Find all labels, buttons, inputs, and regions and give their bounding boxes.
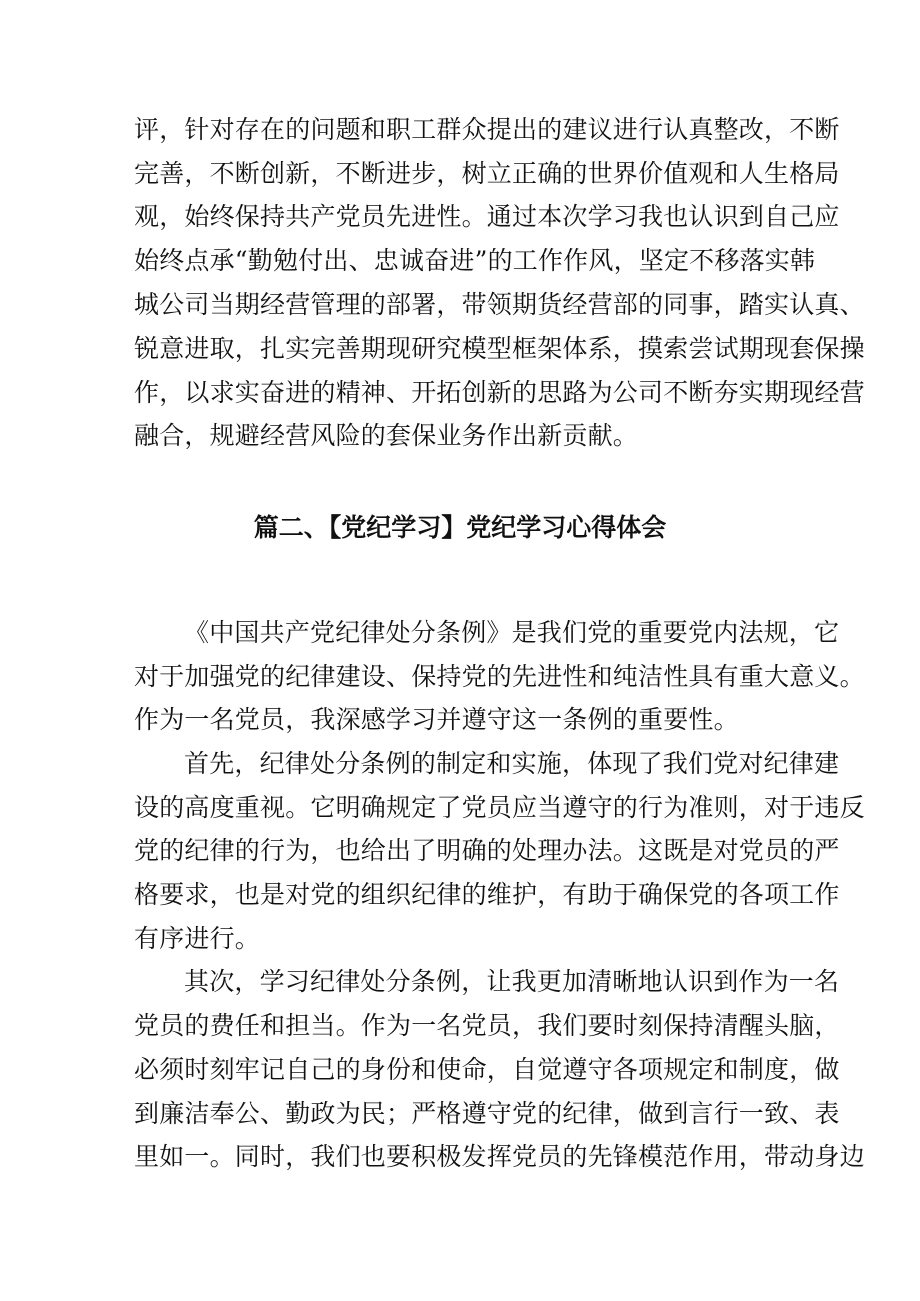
text-line: 党的纪律的行为，也给出了明确的处理办法。这既是对党员的严 [134, 836, 840, 865]
text-line: 《中国共产党纪律处分条例》是我们党的重要党内法规，它 [184, 618, 840, 647]
text-line: 有序进行。 [134, 924, 261, 953]
text-line: 设的高度重视。它明确规定了党员应当遵守的行为准则，对于违反 [134, 793, 865, 822]
text-line: 党员的费任和担当。作为一名党员，我们要时刻保持清醒头脑， [134, 1011, 840, 1040]
section-title: 篇二、【党纪学习】党纪学习心得体会 [253, 513, 667, 542]
text-line: 对于加强党的纪律建设、保持党的先进性和纯洁性具有重大意义。 [134, 662, 865, 691]
text-line: 观，始终保持共产党员先进性。通过本次学习我也认识到自己应 [134, 202, 840, 231]
text-line: 里如一。同时，我们也要积极发挥党员的先锋模范作用，带动身边 [134, 1142, 865, 1171]
text-line: 首先，纪律处分条例的制定和实施，体现了我们党对纪律建 [184, 749, 840, 778]
text-line: 格要求，也是对党的组织纪律的维护，有助于确保党的各项工作 [134, 880, 840, 909]
text-line: 评，针对存在的问题和职工群众提出的建议进行认真整改，不断 [134, 115, 840, 144]
text-line: 必须时刻牢记自己的身份和使命，自觉遵守各项规定和制度，做 [134, 1055, 840, 1084]
text-line: 作，以求实奋进的精神、开拓创新的思路为公司不断夯实期现经营 [134, 378, 865, 407]
text-line: 始终点承“勤勉付出、忠诚奋进”的工作作风，坚定不移落实韩 [134, 246, 816, 275]
text-line: 其次，学习纪律处分条例，让我更加清晰地认识到作为一名 [184, 967, 840, 996]
text-line: 完善，不断创新，不断进步，树立正确的世界价值观和人生格局 [134, 159, 840, 188]
text-line: 融合，规避经营风险的套保业务作出新贡献。 [134, 421, 639, 450]
text-line: 锐意进取，扎实完善期现研究模型框架体系，摸索尝试期现套保操 [134, 334, 865, 363]
text-line: 到廉洁奉公、勤政为民；严格遵守党的纪律，做到言行一致、表 [134, 1099, 840, 1128]
text-line: 城公司当期经营管理的部署，带领期货经营部的同事，踏实认真、 [134, 290, 865, 319]
text-line: 作为一名党员，我深感学习并遵守这一条例的重要性。 [134, 705, 739, 734]
